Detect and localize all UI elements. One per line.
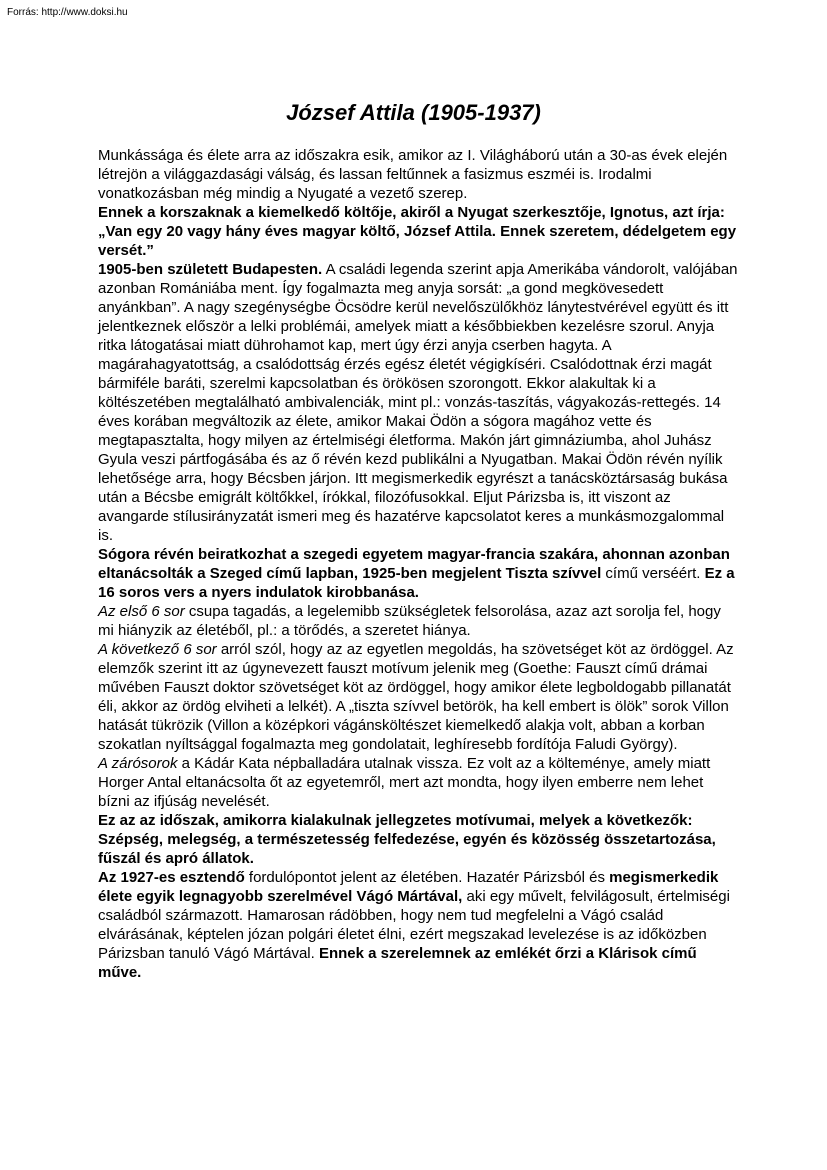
text-run: fordulópontot jelent az életében. Hazatér Párizsból és (244, 869, 610, 886)
text-run: A zárósorok (98, 755, 178, 772)
paragraph (98, 640, 738, 754)
paragraph (98, 868, 738, 982)
text-run: Ez az az időszak, amikorra kialakulnak jellegzetes motívumai, melyek a következők: Szépség, melegség, a természetesség felfedezése, egyén és közösség összetartozása, fűszál és apró állatok. (98, 812, 716, 867)
paragraph (98, 260, 738, 545)
text-run: 1905-ben született Budapesten. (98, 261, 323, 278)
text-run: című verséért. (601, 565, 705, 582)
text-run: a Kádár Kata népballadára utalnak vissza. Ez volt az a költeménye, amely miatt Horger Antal eltanácsolta őt az egyetemről, mert azt mondta, hogy ilyen emberre nem lehet bízni az ifjúság nevelését. (98, 755, 711, 810)
paragraph (98, 545, 738, 602)
paragraph (98, 754, 738, 811)
text-run: aki egy művelt, felvilágosult, értelmiségi családból származott. Hamarosan rádöbben, hogy nem tud megfelelni a Vágó család elvárásának, képtelen józan polgári életet élni, ezért megszakad levelezése is az időközben Párizsban tanuló Vágó Mártával. (98, 888, 730, 962)
text-run: A családi legenda szerint apja Amerikába vándorolt, valójában azonban Romániába ment. Így fogalmazta meg anyja sorsát: „a gond megkövesedett anyánkban”. A nagy szegénységbe Öcsödre kerül nevelőszülőkhöz lánytestvérével együtt és itt jelentkeznek először a lelki problémái, amelyek miatt a későbbiekben kezelésre szorul. Anyja ritka látogatásai miatt dührohamot kap, mert úgy érzi anyja cserben hagyta. A magárahagyatottság, a csalódottság érzés egész életét végigkíséri. Csalódottnak érzi magát bármiféle baráti, szerelmi kapcsolatban és örökösen szorongott. Ekkor alakultak ki a költészetében megtalálható ambivalenciák, mint pl.: vonzás-taszítás, vágyakozás-rettegés. 14 éves korában megváltozik az élete, amikor Makai Ödön a sógora magához vette és megtapasztalta, hogy milyen az értelmiségi életforma. Makón járt gimnáziumba, ahol Juhász Gyula veszi pártfogásába és az ő révén kezd publikálni a Nyugatban. Makai Ödön révén nyílik lehetősége arra, hogy Bécsben járjon. Itt megismerkedik egyrészt a tanácsköztársaság bukása után a Bécsbe emigrált költőkkel, írókkal, filozófusokkal. Eljut Párizsba is, itt viszont az avangarde stílusirányzatát ismeri meg és hazatérve kapcsolatot keres a munkásmozgalommal is. (98, 261, 738, 544)
paragraph (98, 602, 738, 640)
paragraph (98, 146, 738, 203)
text-run: Munkássága és élete arra az időszakra esik, amikor az I. Világháború után a 30-as évek elején létrejön a világgazdasági válság, és lassan feltűnnek a fasizmus eszméi is. Irodalmi vonatkozásban még mindig a Nyugaté a vezető szerep. (98, 147, 728, 202)
paragraph (98, 811, 738, 868)
text-run: Az 1927-es esztendő (98, 869, 245, 886)
text-run: A következő 6 sor (98, 641, 217, 658)
source-line: Forrás: http://www.doksi.hu (7, 7, 128, 18)
text-run: Ez a 16 soros vers a nyers indulatok kirobbanása. (98, 565, 735, 601)
text-run: Ennek a szerelemnek az emlékét őrzi a Klárisok című műve. (98, 945, 697, 981)
text-run: arról szól, hogy az az egyetlen megoldás, ha szövetséget köt az ördöggel. Az elemzők szerint itt az úgynevezett fauszt motívum jelenik meg (Goethe: Fauszt című drámai művében Fauszt doktor szövetséget köt az ördöggel, hogy amikor élete legboldogabb pillanatát éli, akkor az ördög elviheti a lelkét). A „tiszta szívvel betörök, ha kell embert is ölök” sorok Villon hatását tükrözik (Villon a középkori vágánsköltészet kiemelkedő alakja volt, abban a korban szokatlan nyíltsággal fogalmazta meg gondolatait, leghíresebb fordítója Faludi György). (98, 641, 734, 753)
text-run: csupa tagadás, a legelemibb szükségletek felsorolása, azaz azt sorolja fel, hogy mi hiányzik az életéből, pl.: a törődés, a szeretet hiánya. (98, 603, 721, 639)
text-run: megismerkedik élete egyik legnagyobb szerelmével Vágó Mártával, (98, 869, 719, 905)
text-run: Sógora révén beiratkozhat a szegedi egyetem magyar-francia szakára, ahonnan azonban eltanácsolták a Szeged című lapban, 1925-ben megjelent Tiszta szívvel (98, 546, 730, 582)
text-run: Az első 6 sor (98, 603, 185, 620)
text-run: Ennek a korszaknak a kiemelkedő költője, akiről a Nyugat szerkesztője, Ignotus, azt írja: „Van egy 20 vagy hány éves magyar költő, József Attila. Ennek szeretem, dédelgetem egy versét.” (98, 204, 737, 259)
paragraph (98, 203, 738, 260)
page-title: József Attila (1905-1937) (286, 100, 541, 125)
document-body (98, 146, 738, 982)
